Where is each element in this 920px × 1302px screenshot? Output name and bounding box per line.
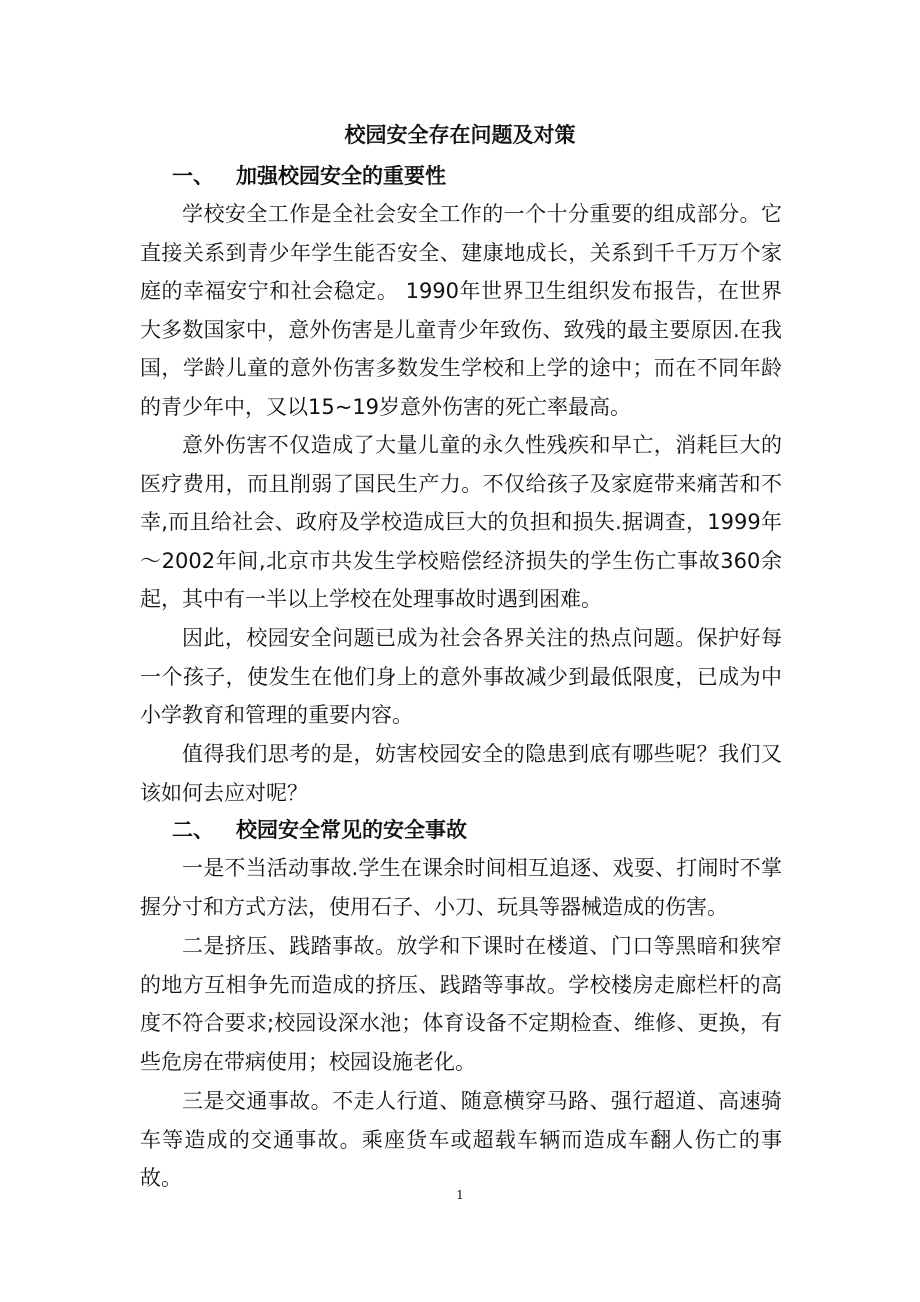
paragraph: 值得我们思考的是，妨害校园安全的隐患到底有哪些呢？我们又该如何去应对呢？ bbox=[140, 742, 782, 805]
section-heading-1 bbox=[172, 159, 446, 193]
section-heading-text: 校园安全常见的安全事故 bbox=[236, 818, 467, 842]
paragraph: 一是不当活动事故.学生在课余时间相互追逐、戏耍、打闹时不掌握分寸和方式方法，使用石子、小刀、玩具等器械造成的伤害。 bbox=[140, 856, 782, 919]
paragraph: 二是挤压、践踏事故。放学和下课时在楼道、门口等黑暗和狭窄的地方互相争先而造成的挤压、践踏等事故。学校楼房走廊栏杆的高度不符合要求;校园设深水池；体育设备不定期检查、维修、更换，有些危房在带病使用；校园设施老化。 bbox=[140, 934, 782, 1074]
paragraph: 意外伤害不仅造成了大量儿童的永久性残疾和早亡，消耗巨大的医疗费用，而且削弱了国民生产力。不仅给孩子及家庭带来痛苦和不幸,而且给社会、政府及学校造成巨大的负担和损失.据调查，1999年～2002年间,北京市共发生学校赔偿经济损失的学生伤亡事故360余起，其中有一半以上学校在处理事故时遇到困难。 bbox=[140, 433, 782, 611]
paragraph: 学校安全工作是全社会安全工作的一个十分重要的组成部分。它直接关系到青少年学生能否安全、建康地成长，关系到千千万万个家庭的幸福安宁和社会稳定。 1990年世界卫生组织发布报告，在世界大多数国家中，意外伤害是儿童青少年致伤、致残的最主要原因.在我国，学龄儿童的意外伤害多数发生学校和上学的途中；而在不同年龄的青少年中，又以15~19岁意外伤害的死亡率最高。 bbox=[140, 202, 782, 419]
section-heading-2 bbox=[172, 813, 467, 847]
section-number: 一、 bbox=[172, 164, 214, 188]
page-number: 1 bbox=[456, 1188, 464, 1202]
paragraph: 因此，校园安全问题已成为社会各界关注的热点问题。保护好每一个孩子，使发生在他们身上的意外事故减少到最低限度，已成为中小学教育和管理的重要内容。 bbox=[140, 626, 782, 727]
section-heading-text: 加强校园安全的重要性 bbox=[236, 164, 446, 188]
document-title: 校园安全存在问题及对策 bbox=[344, 123, 576, 147]
section-number: 二、 bbox=[172, 818, 214, 842]
paragraph: 三是交通事故。不走人行道、随意横穿马路、强行超道、高速骑车等造成的交通事故。乘座货车或超载车辆而造成车翻人伤亡的事故。 bbox=[140, 1089, 782, 1190]
